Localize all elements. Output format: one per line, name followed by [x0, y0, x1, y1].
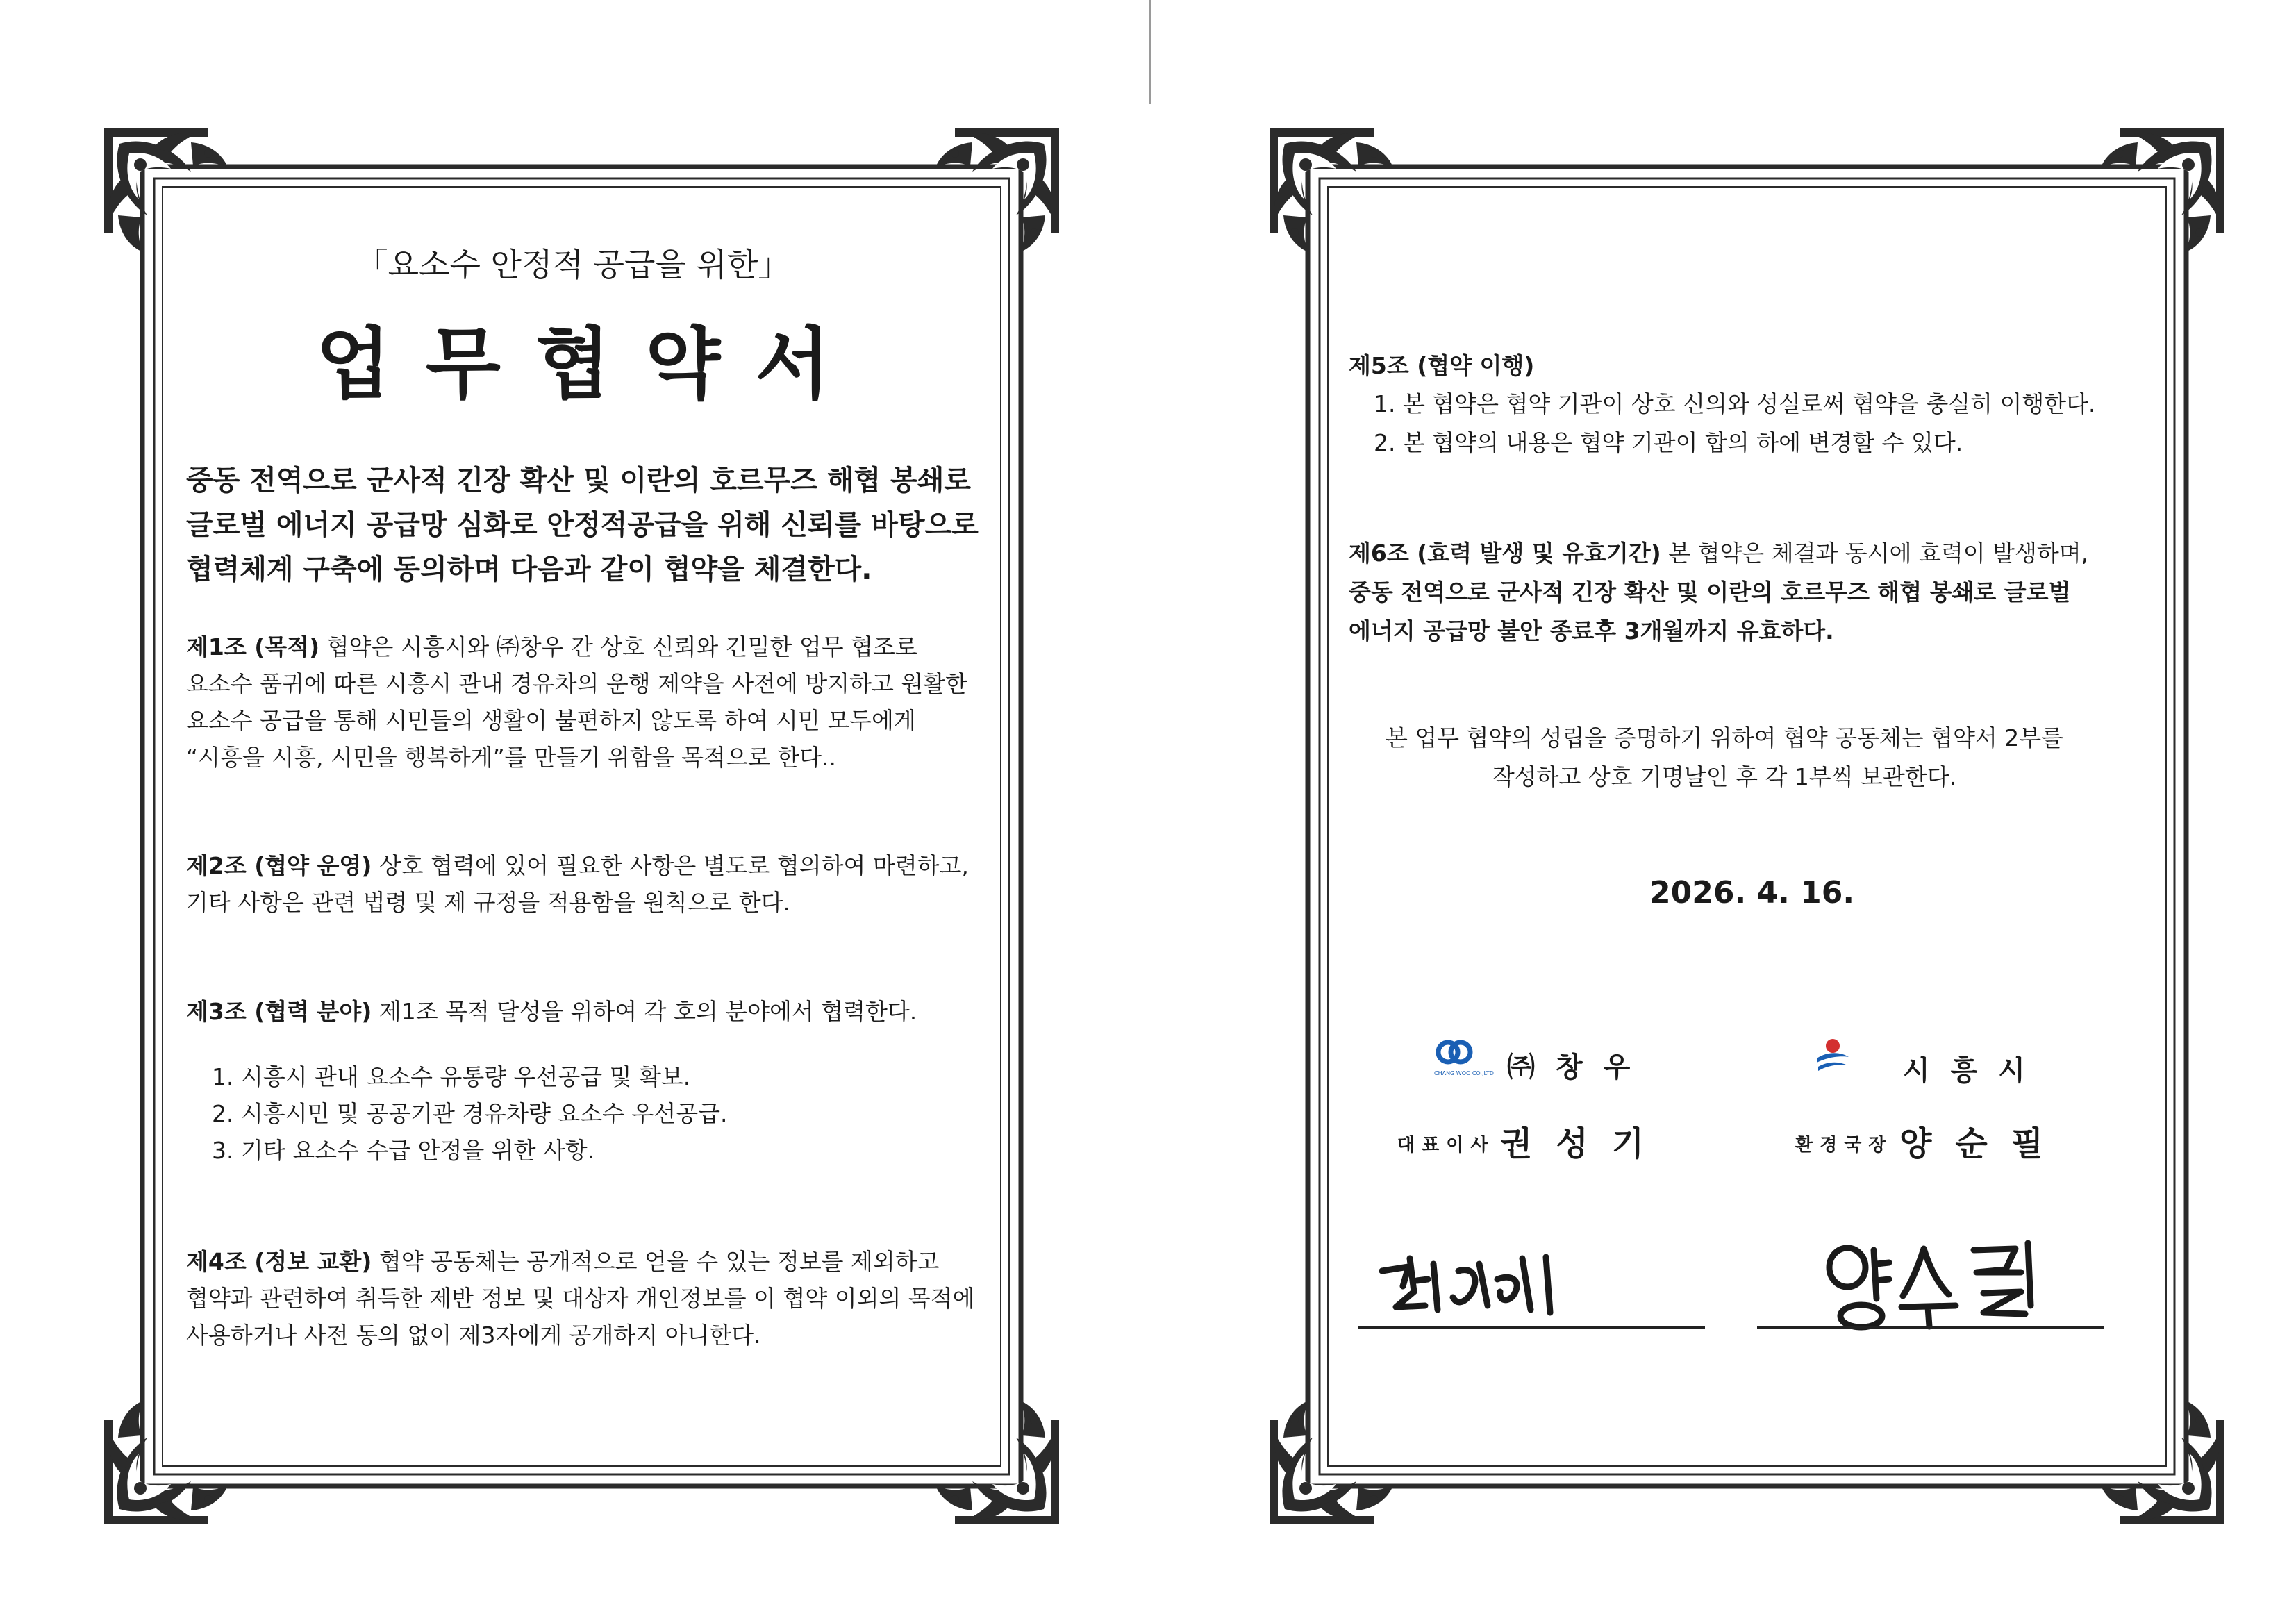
agreement-date: 2026. 4. 16. [1649, 875, 1855, 910]
left-page [0, 0, 1146, 1623]
article-2-line: 기타 사항은 관련 법령 및 제 규정을 적용함을 원칙으로 한다. [186, 889, 790, 916]
party2-logo [1814, 1035, 1852, 1078]
article-2-heading: 제2조 (협약 운영) [186, 852, 372, 879]
article-5-heading: 제5조 (협약 이행) [1349, 352, 1535, 379]
document-title: 업무협약서 [315, 319, 865, 410]
article-5-item: 1. 본 협약은 협약 기관이 상호 신의와 성실로써 협약을 충실히 이행한다. [1374, 390, 2096, 417]
article-6-line: 중동 전역으로 군사적 긴장 확산 및 이란의 호르무즈 해협 봉쇄로 글로벌 [1349, 579, 2071, 606]
article-4-line: 사용하거나 사전 동의 없이 제3자에게 공개하지 아니한다. [186, 1322, 761, 1349]
corner-ornament-icon [2101, 1401, 2224, 1524]
party1-logo [1434, 1038, 1494, 1076]
corner-ornament-icon [2101, 128, 2224, 252]
party1-name: ㈜창우 [1507, 1051, 1652, 1083]
party1-signature [1375, 1243, 1604, 1326]
article-1-line: 요소수 공급을 통해 시민들의 생활이 불편하지 않도록 하여 시민 모두에게 [186, 707, 916, 734]
corner-ornament-icon [935, 128, 1059, 252]
article-4-heading: 제4조 (정보 교환) [186, 1248, 372, 1275]
article-3-item: 1. 시흥시 관내 요소수 유통량 우선공급 및 확보. [212, 1063, 691, 1090]
article-6-line: 에너지 공급망 불안 종료후 3개월까지 유효하다. [1349, 617, 1834, 644]
article-3-item: 2. 시흥시민 및 공공기관 경유차량 요소수 우선공급. [212, 1100, 728, 1127]
document-subtitle: 「요소수 안정적 공급을 위한」 [356, 246, 790, 283]
party2-rep-title: 환경국장 [1795, 1135, 1893, 1156]
corner-ornament-icon [104, 128, 228, 252]
article-4-line: 협약과 관련하여 취득한 제반 정보 및 대상자 개인정보를 이 협약 이외의 목적에 [186, 1285, 975, 1312]
party2-signature-line [1757, 1326, 2104, 1329]
corner-ornament-icon [935, 1401, 1059, 1524]
article-2-line: 제2조 (협약 운영) 상호 협력에 있어 필요한 사항은 별도로 협의하여 마련하고, [186, 852, 969, 879]
corner-ornament-icon [1270, 1401, 1393, 1524]
page-fold-divider [1149, 0, 1151, 104]
changwoo-logo-icon [1434, 1038, 1476, 1069]
party1-signature-line [1358, 1326, 1705, 1329]
article-1-line: 제1조 (목적) 협약은 시흥시와 ㈜창우 간 상호 신뢰와 긴밀한 업무 협조로 [186, 633, 917, 660]
party1-rep-title: 대표이사 [1397, 1135, 1495, 1156]
corner-ornament-icon [1270, 128, 1393, 252]
article-3-heading: 제3조 (협력 분야) [186, 998, 372, 1025]
party2-name: 시흥시 [1903, 1055, 2046, 1087]
article-3-line: 제3조 (협력 분야) 제1조 목적 달성을 위하여 각 호의 분야에서 협력한다. [186, 998, 917, 1025]
article-1-heading: 제1조 (목적) [186, 633, 320, 660]
intro-line: 중동 전역으로 군사적 긴장 확산 및 이란의 호르무즈 해협 봉쇄로 [186, 465, 971, 497]
article-3-item: 3. 기타 요소수 수급 안정을 위한 사항. [212, 1137, 595, 1164]
intro-line: 글로벌 에너지 공급망 심화로 안정적공급을 위해 신뢰를 바탕으로 [186, 509, 979, 541]
corner-ornament-icon [104, 1401, 228, 1524]
siheung-city-logo-icon [1814, 1035, 1852, 1075]
logo-caption: CHANG WOO CO.,LTD [1434, 1070, 1494, 1076]
article-4-line: 제4조 (정보 교환) 협약 공동체는 공개적으로 얻을 수 있는 정보를 제외하고 [186, 1248, 940, 1275]
article-1-line: “시흥을 시흥, 시민을 행복하게”를 만들기 위함을 목적으로 한다.. [186, 744, 837, 771]
closing-line: 본 업무 협약의 성립을 증명하기 위하여 협약 공동체는 협약서 2부를 [1385, 724, 2064, 751]
article-1-line: 요소수 품귀에 따른 시흥시 관내 경유차의 운행 제약을 사전에 방지하고 원활한 [186, 670, 967, 697]
article-6-heading: 제6조 (효력 발생 및 유효기간) [1349, 540, 1661, 567]
article-5-item: 2. 본 협약의 내용은 협약 기관이 합의 하에 변경할 수 있다. [1374, 429, 1963, 456]
party1-rep-name: 권성기 [1500, 1124, 1668, 1163]
party2-signature [1820, 1229, 2070, 1333]
intro-line: 협력체계 구축에 동의하며 다음과 같이 협약을 체결한다. [186, 554, 872, 585]
closing-line: 작성하고 상호 기명날인 후 각 1부씩 보관한다. [1492, 763, 1957, 790]
party2-rep-name: 양순필 [1899, 1124, 2068, 1163]
article-6-line: 제6조 (효력 발생 및 유효기간) 본 협약은 체결과 동시에 효력이 발생하며, [1349, 540, 2089, 567]
